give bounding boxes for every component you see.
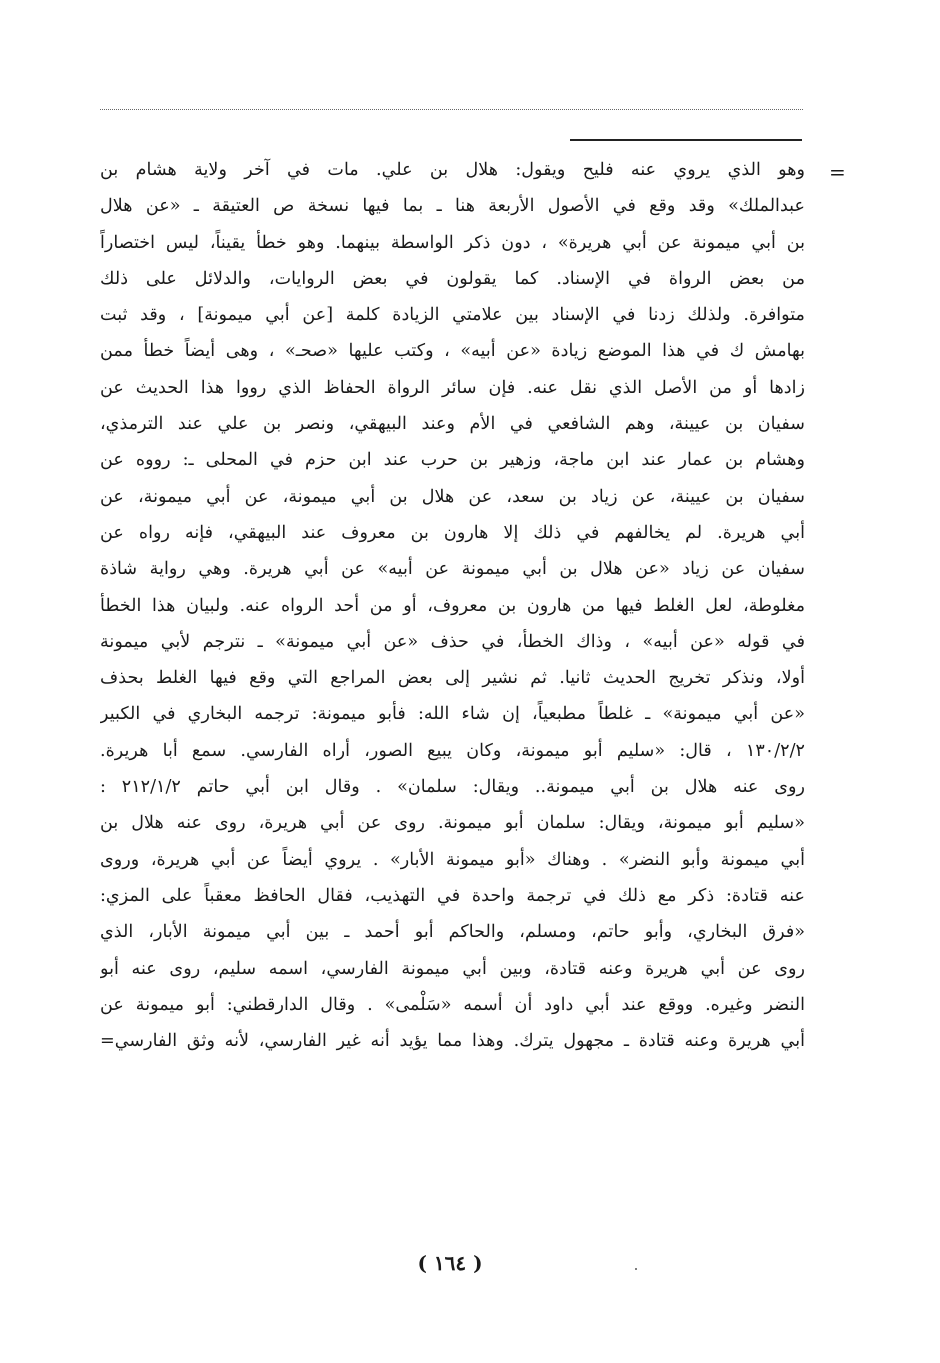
footnote-line: عبدالملك» وقد وقع في الأصول الأربعة هنا ـ بما فيها نسخة ص العتيقة ـ «عن هلال bbox=[100, 196, 805, 217]
footnote-line: أبي هريرة وعنه قتادة ـ مجهول يترك. وهذا مما يؤيد أنه غير الفارسي، لأنه وثق الفارسي= bbox=[100, 1031, 805, 1052]
footnote-line: سفيان بن عيينة، وهم الشافعي في الأم وعند البيهقي، ونصر بن علي عند الترمذي، bbox=[100, 414, 805, 435]
footnote-line: «فرق البخاري، وأبو حاتم، ومسلم، والحاكم أبو أحمد ـ بين أبي ميمونة الأبار، الذي bbox=[100, 922, 805, 943]
footnote-line: مغلوطة، لعل الغلط فيها من هارون بن معروف، أو من أحد الرواه عنه. ولبيان هذا الخطأ bbox=[100, 595, 805, 616]
footnote-line: وهو الذي يروي عنه فليح ويقول: هلال بن علي. مات في آخر ولاية هشام بن bbox=[100, 160, 805, 180]
page-number: ( ١٦٤ ) bbox=[417, 1251, 483, 1275]
footnote-line: أبي هريرة. لم يخالفهم في ذلك إلا هارون بن معروف عند البيهقي، فإنه رواه عن bbox=[100, 522, 805, 543]
footnote-line: النضر وغيره. ووقع عند أبي داود أن أسمه «سَلْمى» . وقال الدارقطني: أبو ميمونة عن bbox=[100, 994, 805, 1015]
header-dotted-rule bbox=[100, 109, 803, 110]
footnote-line: سفيان عن زياد «عن هلال بن أبي ميمونة عن أبيه» عن أبي هريرة. وهي رواية شاذة bbox=[100, 559, 805, 580]
footnote-line: في قوله «عن أبيه» ، وذاك الخطأ، في حذف «عن أبي ميمونة» ـ نترجم لأبي ميمونة bbox=[100, 631, 805, 652]
print-speck bbox=[635, 1268, 637, 1270]
footnote-line: بهامش ك في هذا الموضع زيادة «عن أبيه» ، وكتب عليها «صحـ» ، وهى أيضاً خطأ ممن bbox=[100, 341, 805, 362]
footnote-line: من بعض الرواة في الإسناد. كما يقولون في بعض الروايات، والدلائل على ذلك bbox=[100, 268, 805, 289]
footnote-line: بن أبي ميمونة عن أبي هريرة» ، دون ذكر الواسطة بينهما. وهو خطأ يقيناً، ليس اختصاراً bbox=[100, 232, 805, 253]
footnote-continuation-mark: = bbox=[829, 160, 846, 184]
footnote-line: متوافرة. ولذلك زدنا في الإسناد بين علامتي الزيادة كلمة [عن أبي ميمونة] ، وقد ثبت bbox=[100, 305, 805, 326]
footnote-line: «سليم أبو ميمونة، ويقال: سلمان أبو ميمونة. روى عن أبي هريرة، روى عنه هلال بن bbox=[100, 813, 805, 834]
footnote-line: أولا، ونذكر تخريج الحديث ثانيا. ثم نشير إلى بعض المراجع التي وقع فيها الغلط بحذف bbox=[100, 668, 805, 689]
footnote-line: وهشام بن عمار عند ابن ماجة، وزهير بن حرب عند ابن حزم في المحلى ـ: رووه عن bbox=[100, 450, 805, 471]
footnote-line: سفيان بن عيينة، عن زياد بن سعد، عن هلال بن أبي ميمونة، عن أبي ميمونة، عن bbox=[100, 486, 805, 507]
footnote-line: «عن أبي ميمونة» ـ غلطاً مطبعياً، إن شاء الله: فأبو ميمونة: ترجمه البخاري في الكبير bbox=[100, 704, 805, 725]
footnote-line: روى عن أبي هريرة وعنه قتادة، وبين أبي ميمونة الفارسي، اسمه سليم، روى عنه أبو bbox=[100, 958, 805, 979]
footnote-line: زادها أو من الأصل الذي نقل عنه. فإن سائر الرواة الحفاظ الذي رووا هذا الحديث عن bbox=[100, 377, 805, 398]
footnote-text-block bbox=[100, 152, 805, 1059]
footnote-line: روى عنه هلال بن أبي ميمونة.. ويقال: سلمان» . وقال ابن أبي حاتم ٢١٢/١/٢ : bbox=[100, 777, 805, 798]
footnote-line: عنه قتادة: ذكر مع ذلك في ترجمة واحدة في التهذيب، فقال الحافظ معقباً على المزي: bbox=[100, 885, 805, 906]
footnote-separator-rule bbox=[570, 139, 802, 141]
footnote-line: أبي ميمونة وأبو النضر» . وهناك «أبو ميمونة الأبار» . يروي أيضاً عن أبي هريرة، وروى bbox=[100, 849, 805, 870]
footnote-line: ١٣٠/٢/٢ ، قال: «سليم أبو ميمونة، وكان يبيع الصور، أراه الفارسي. سمع أبا هريرة. bbox=[100, 740, 805, 761]
